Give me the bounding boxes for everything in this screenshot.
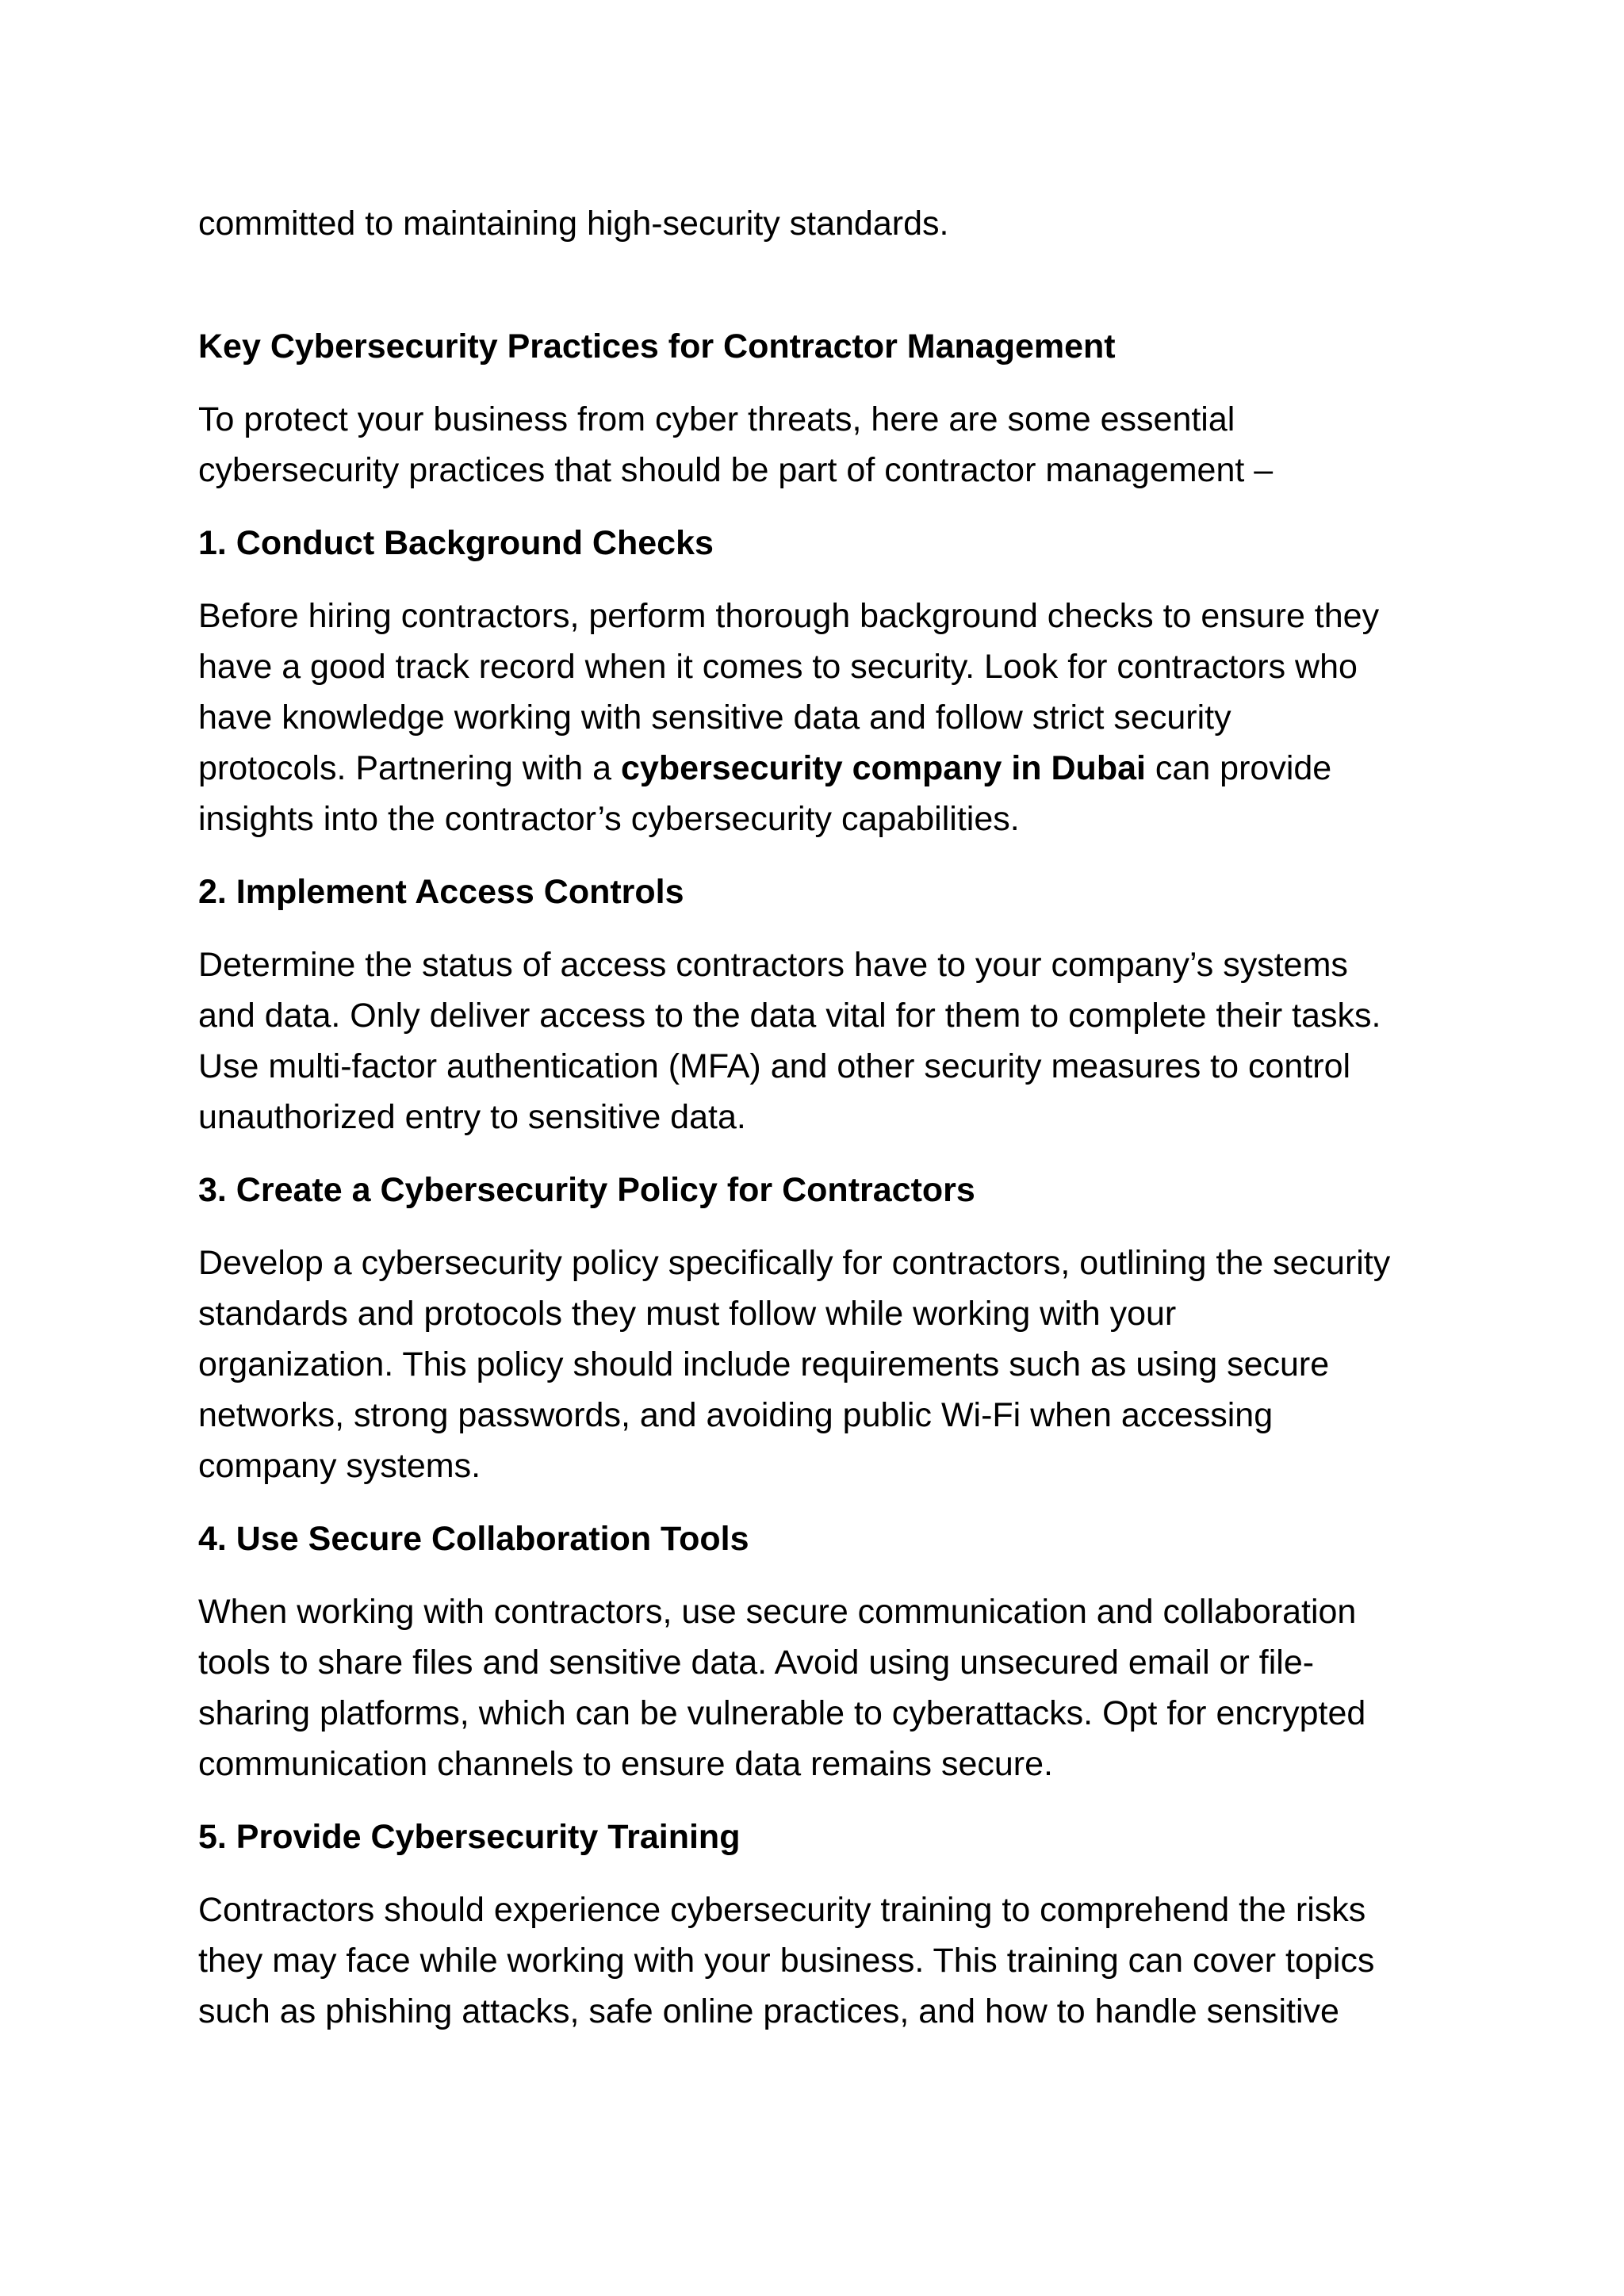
section-heading: 4. Use Secure Collaboration Tools — [198, 1520, 749, 1558]
section-body-line: tools to share files and sensitive data. Avoid using unsecured email or file- — [198, 1644, 1315, 1682]
section-body-line: unauthorized entry to sensitive data. — [198, 1098, 746, 1136]
section-body-line: sharing platforms, which can be vulnerable to cyberattacks. Opt for encrypted — [198, 1694, 1366, 1732]
section-body-line: Determine the status of access contractors have to your company’s systems — [198, 946, 1348, 984]
section-heading: 3. Create a Cybersecurity Policy for Contractors — [198, 1171, 975, 1209]
section-body-line: Develop a cybersecurity policy specifically for contractors, outlining the security — [198, 1244, 1391, 1282]
body-text: protocols. Partnering with a — [198, 749, 621, 787]
section-body-line: communication channels to ensure data remains secure. — [198, 1745, 1053, 1783]
section-body-line: have a good track record when it comes to security. Look for contractors who — [198, 648, 1358, 686]
intro-paragraph-line: cybersecurity practices that should be part of contractor management – — [198, 451, 1274, 489]
body-text: can provide — [1145, 749, 1332, 787]
section-body-line: such as phishing attacks, safe online practices, and how to handle sensitive — [198, 1992, 1339, 2030]
section-body-line: Use multi-factor authentication (MFA) and other security measures to control — [198, 1047, 1351, 1085]
section-body-line: Before hiring contractors, perform thorough background checks to ensure they — [198, 597, 1380, 635]
section-body-line: When working with contractors, use secure communication and collaboration — [198, 1593, 1357, 1631]
section-heading: 5. Provide Cybersecurity Training — [198, 1818, 741, 1856]
section-body-line: organization. This policy should include requirements such as using secure — [198, 1345, 1330, 1383]
section-body-line-with-bold — [198, 743, 1331, 794]
section-heading: 1. Conduct Background Checks — [198, 524, 714, 562]
section-body-line: networks, strong passwords, and avoiding public Wi-Fi when accessing — [198, 1396, 1274, 1434]
intro-paragraph-line: To protect your business from cyber threats, here are some essential — [198, 400, 1235, 438]
section-body-line: and data. Only deliver access to the data vital for them to complete their tasks. — [198, 997, 1381, 1035]
section-body-line: have knowledge working with sensitive data and follow strict security — [198, 698, 1231, 737]
section-body-line: Contractors should experience cybersecurity training to comprehend the risks — [198, 1891, 1366, 1929]
section-body-line: standards and protocols they must follow while working with your — [198, 1295, 1177, 1333]
section-heading: 2. Implement Access Controls — [198, 873, 684, 911]
intro-tail-text: committed to maintaining high-security standards. — [198, 205, 949, 243]
section-body-line: company systems. — [198, 1447, 481, 1485]
section-body-line: insights into the contractor’s cybersecurity capabilities. — [198, 800, 1020, 838]
main-heading: Key Cybersecurity Practices for Contractor Management — [198, 327, 1116, 365]
emphasized-phrase: cybersecurity company in Dubai — [621, 749, 1146, 787]
section-body-line: they may face while working with your business. This training can cover topics — [198, 1942, 1375, 1980]
